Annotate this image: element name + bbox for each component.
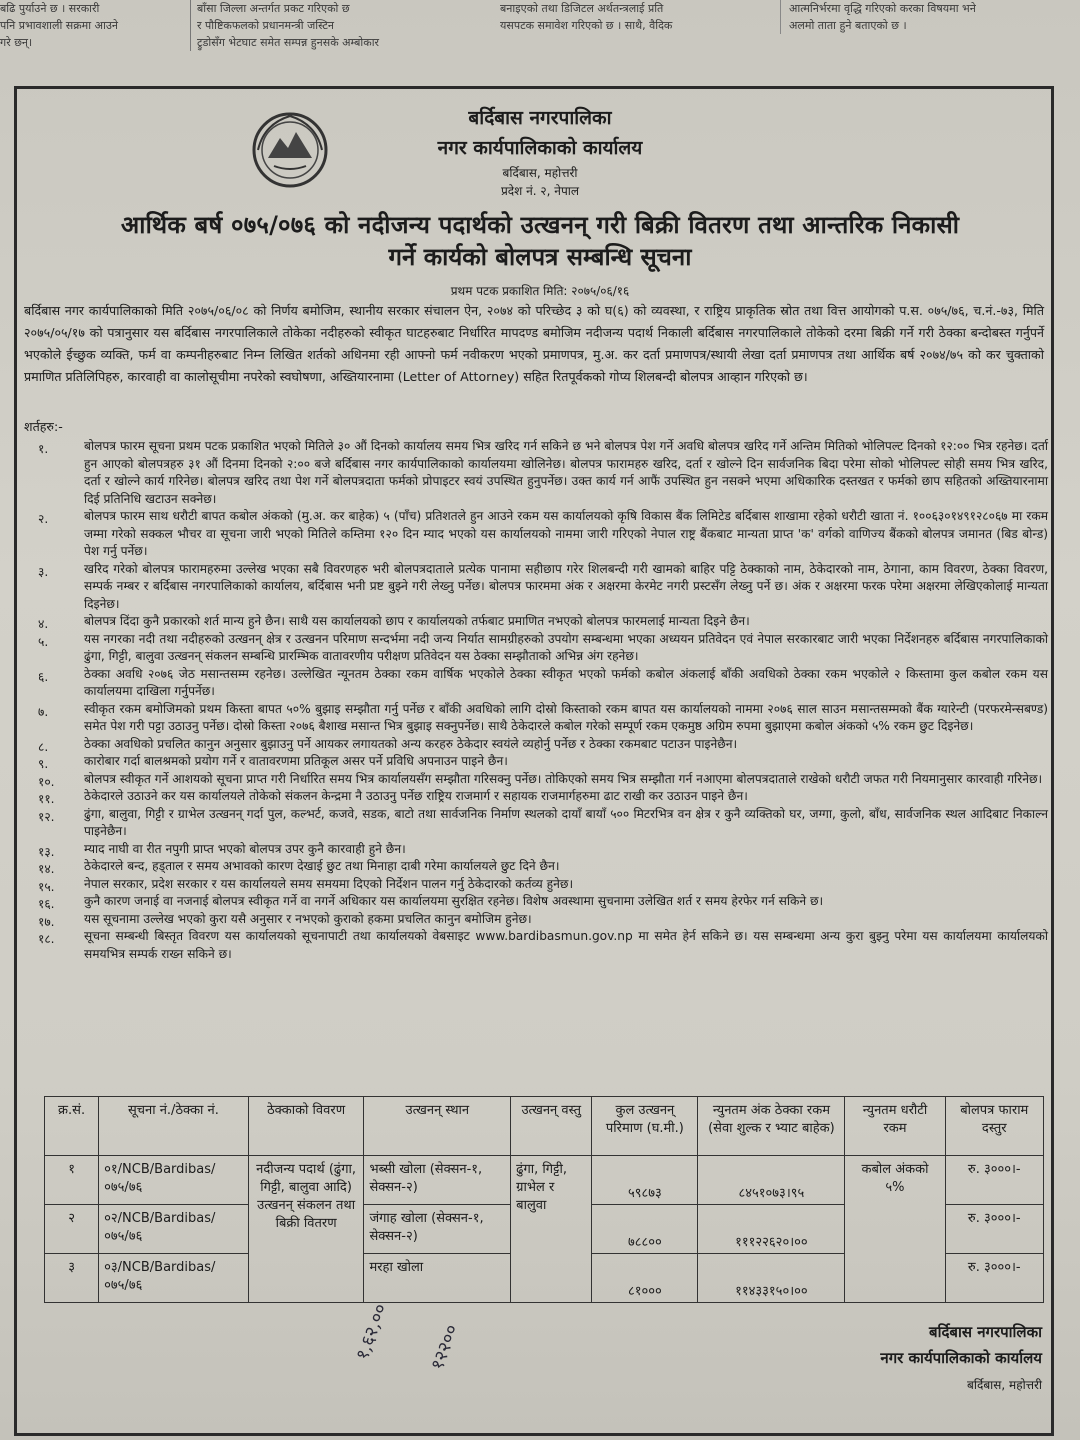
term-item xyxy=(24,788,1048,806)
term-text: म्याद नाघी वा रीत नपुगी प्राप्त भएको बोलपत्र उपर कुनै कारवाही हुने छैन। xyxy=(84,841,406,856)
col-header: कुल उत्खनन् परिमाण (घ.मी.) xyxy=(592,1097,698,1156)
cell-sn: १ xyxy=(45,1156,99,1205)
cell-fee: रु. ३०००।- xyxy=(945,1254,1043,1303)
terms-heading: शर्तहरु:- xyxy=(24,419,63,434)
term-item xyxy=(24,753,1048,771)
cell-site: मरहा खोला xyxy=(364,1254,511,1303)
col-header: क्र.सं. xyxy=(45,1097,99,1156)
notice-title-line2: गर्ने कार्यको बोलपत्र सम्बन्धि सूचना xyxy=(388,243,692,271)
cell-quantity: ५९८७३ xyxy=(592,1156,698,1205)
term-item xyxy=(24,911,1048,929)
col-header: न्युनतम अंक ठेक्का रकम (सेवा शुल्क र भ्याट बाहेक) xyxy=(698,1097,845,1156)
term-item xyxy=(24,736,1048,754)
intro-paragraph: बर्दिबास नगर कार्यपालिकाको मिति २०७५/०६/०८ को निर्णय बमोजिम, स्थानीय सरकार संचालन ऐन, २०७४ को परिच्छेद ३ को घ(६) को व्यवस्था, र राष्ट्रिय प्राकृतिक स्रोत तथा वित्त आयोगको प.स. ०७५/७६, च.नं.-७३, मिति २०७५/०५/१७ को पत्रानुसार यस बर्दिबास नगरपालिकाले तोकेका नदीहरुको स्वीकृत घाटहरुबाट निर्धारित मापदण्ड बमोजिम नदीजन्य पदार्थ निकाली बर्दिबास नगरपालिकाले तोकेको दरमा बिक्री गर्ने गरी ठेक्का बन्दोबस्त गर्नुपर्ने भएकोले ईच्छुक व्यक्ति, फर्म वा कम्पनीहरुबाट निम्न लिखित शर्तको अधिनमा रही आफ्नो फर्म नवीकरण भएको प्रमाणपत्र, मु.अ. कर दर्ता प्रमाणपत्र/स्थायी लेखा दर्ता प्रमाणपत्र तथा आर्थिक बर्ष २०७४/७५ को कर चुक्ताको प्रमाणित प्रतिलिपिहरु, कारवाही वा कालोसूचीमा नपरेको स्वघोषणा, अख्तियारनामा (Letter of Attorney) सहित रितपूर्वकको गोप्य शिलबन्दी बोलपत्र आव्हान गरिएको छ। xyxy=(24,303,1044,384)
term-item xyxy=(24,438,1048,508)
term-item xyxy=(24,701,1048,736)
office-name: नगर कार्यपालिकाको कार्यालय xyxy=(437,137,643,159)
cell-sn: २ xyxy=(45,1205,99,1254)
term-text: स्वीकृत रकम बमोजिमको प्रथम किस्ता बापत ५०% बुझाइ सम्झौता गर्नु पर्नेछ र बाँकी अवधिको लागि दोस्रो किस्ताको रकम बापत यस कार्यालयको नाममा २०७६ साल साउन मसान्तसम्मको बैंक ग्यारेन्टी (परफरमेन्सबण्ड) समेत पेश गरी पट्टा उठाउनु पर्नेछ। दोस्रो किस्ता २०७६ बैशाख मसान्त भित्र बुझाइ सक्नुपर्नेछ। साथै ठेकेदारले कबोल गरेको सम्पूर्ण रकम एकमुष्ठ अग्रिम रुपमा बुझाएमा कबोल अंकको ५% रकम छुट दिइनेछ। xyxy=(84,701,1048,733)
top-col3-line: यसपटक समावेश गरिएको छ । साथै, वैदिक xyxy=(500,19,673,32)
term-text: बोलपत्र दिंदा कुनै प्रकारको शर्त मान्य हुने छैन। साथै यस कार्यालयको छाप र कार्यालयको तर्फबाट प्रमाणित नभएको बोलपत्र फारमलाई मान्यता दिइने छैन। xyxy=(84,614,750,628)
term-number: ३. xyxy=(38,564,49,579)
term-text: नेपाल सरकार, प्रदेश सरकार र यस कार्यालयले समय समयमा दिएको निर्देशन पालन गर्नु ठेकेदारको कर्तव्य हुनेछ। xyxy=(84,876,574,891)
top-column-2 xyxy=(190,0,467,51)
cell-deposit: कबोल अंकको ५% xyxy=(845,1156,945,1303)
handwritten-note: १,६२,०० xyxy=(351,1300,392,1363)
term-number: १८. xyxy=(38,932,55,946)
top-col4-line: आत्मनिर्भरमा वृद्धि गरिएको करका विषयमा भने xyxy=(789,2,976,15)
cell-fee: रु. ३०००।- xyxy=(945,1205,1043,1254)
col-header: न्युनतम धरौटी रकम xyxy=(845,1097,945,1156)
term-text: सूचना सम्बन्धी बिस्तृत विवरण यस कार्यालयको सूचनापाटी तथा कार्यालयको वेबसाइट www.bardibasmun.gov.np मा समेत हेर्न सकिने छ। यस सम्बन्धमा अन्य कुरा बुझ्नु परेमा यस कार्यालयमा कार्यालयको समयभित्र सम्पर्क राख्न सकिने छ। xyxy=(84,929,1048,961)
term-item xyxy=(24,841,1048,859)
cell-fee: रु. ३०००।- xyxy=(945,1156,1043,1205)
term-text: कारोबार गर्दा बालश्रमको प्रयोग गर्ने र वातावरणमा प्रतिकूल असर पर्ने प्रविधि अपनाउन पाइने छैन। xyxy=(84,754,508,768)
notice-title-line1: आर्थिक बर्ष ०७५/०७६ को नदीजन्य पदार्थको उत्खनन् गरी बिक्री वितरण तथा आन्तरिक निकासी xyxy=(120,211,960,239)
term-item xyxy=(24,771,1048,789)
term-item xyxy=(24,893,1048,911)
term-number: ६. xyxy=(38,669,49,684)
cell-amount: ८४५१०७३।९५ xyxy=(698,1156,845,1205)
term-number: १२. xyxy=(38,809,55,824)
col-header: ठेक्काको विवरण xyxy=(248,1097,364,1156)
cell-notice-no: ०२/NCB/Bardibas/०७५/७६ xyxy=(99,1205,249,1254)
top-column-3 xyxy=(500,0,760,34)
term-text: ठेक्का अवधिको प्रचलित कानुन अनुसार बुझाउनु पर्ने आयकर लगायतको अन्य करहरु ठेकेदार स्वयंले व्यहोर्नु पर्नेछ र ठेक्का रकमबाट पटाउन पाइनेछैन। xyxy=(84,736,738,751)
term-text: ढुंगा, बालुवा, गिट्टी र ग्राभेल उत्खनन् गर्दा पुल, कल्भर्ट, कजवे, सडक, बाटो तथा सार्वजनिक निर्माण स्थलको दायाँ बायाँ ५०० मिटरभित्र वन क्षेत्र र कुनै व्यक्तिको घर, जग्गा, कुलो, बाँध, सार्वजनिक स्थल आदिबाट निकाल्न पाइनेछैन। xyxy=(84,806,1048,838)
term-item xyxy=(24,858,1048,876)
cell-notice-no: ०१/NCB/Bardibas/०७५/७६ xyxy=(99,1156,249,1205)
signature-place: बर्दिबास, महोत्तरी xyxy=(967,1378,1042,1392)
term-item xyxy=(24,508,1048,561)
tender-table xyxy=(44,1096,1044,1303)
cell-site: जंगाह खोला (सेक्सन-१, सेक्सन-२) xyxy=(364,1205,511,1254)
org-name: बर्दिबास नगरपालिका xyxy=(468,107,612,129)
term-number: ११. xyxy=(38,792,55,806)
term-number: ८. xyxy=(38,739,49,754)
term-number: १५. xyxy=(38,879,55,894)
top-col2-line: ट्रुडोसँग भेटघाट समेत सम्पन्न हुनसके अम्बोकार xyxy=(197,36,380,49)
term-number: ७. xyxy=(38,704,49,719)
cell-amount: ११४३३१५०।०० xyxy=(698,1254,845,1303)
province: प्रदेश नं. २, नेपाल xyxy=(500,184,580,198)
term-number: ४. xyxy=(38,617,49,631)
top-column-1 xyxy=(0,0,170,51)
handwritten-note: १२२०० xyxy=(426,1321,463,1373)
top-col1-line: गरे छन्। xyxy=(0,36,33,49)
term-number: १७. xyxy=(38,914,55,929)
term-text: यस सूचनामा उल्लेख भएको कुरा यसै अनुसार र नभएको कुराको हकमा प्रचलित कानुन बमोजिम हुनेछ। xyxy=(84,911,532,926)
cell-description: नदीजन्य पदार्थ (ढुंगा, गिट्टी, बालुवा आदि) उत्खनन् संकलन तथा बिक्री वितरण xyxy=(248,1156,364,1303)
term-number: १३. xyxy=(38,844,55,859)
term-number: १०. xyxy=(38,774,55,789)
term-text: ठेक्का अवधि २०७६ जेठ मसान्तसम्म रहनेछ। उल्लेखित न्यूनतम ठेक्का रकम वार्षिक भएकोले ठेक्का स्वीकृत भएको फर्मको कबोल अंकलाई बाँकी अवधिको ठेक्का रकम भएकोले २ किस्तामा कुल कबोल रकम यस कार्यालयमा दाखिला गर्नुपर्नेछ। xyxy=(84,666,1048,698)
term-item xyxy=(24,876,1048,894)
term-item xyxy=(24,561,1048,614)
table-header-row xyxy=(45,1097,1044,1156)
term-number: २. xyxy=(38,512,49,526)
col-header: बोलपत्र फाराम दस्तुर xyxy=(945,1097,1043,1156)
cell-sn: ३ xyxy=(45,1254,99,1303)
terms-list xyxy=(24,438,1048,963)
term-item xyxy=(24,613,1048,631)
top-col4-line: अलमो ताता हुने बताएको छ । xyxy=(789,19,907,32)
table-row xyxy=(45,1156,1044,1205)
top-col2-line: र पौष्टिकफलको प्रधानमन्त्री जस्टिन xyxy=(197,19,335,32)
top-col1-line: पनि प्रभावशाली सक्रमा आउने xyxy=(0,19,118,32)
term-number: १६. xyxy=(38,897,55,911)
cell-quantity: ७८८०० xyxy=(592,1205,698,1254)
term-number: ५. xyxy=(38,634,49,649)
col-header: उत्खनन् वस्तु xyxy=(511,1097,592,1156)
cell-material: ढुंगा, गिट्टी, ग्राभेल र बालुवा xyxy=(511,1156,592,1303)
signature-office: नगर कार्यपालिकाको कार्यालय xyxy=(880,1349,1042,1367)
term-text: कुनै कारण जनाई वा नजनाई बोलपत्र स्वीकृत गर्ने वा नगर्ने अधिकार यस कार्यालयमा सुरक्षित रहनेछ। विशेष अवस्थामा सुचनामा उलेखित शर्त र समय हेरफेर गर्न सकिने छ। xyxy=(84,894,824,908)
term-number: ९. xyxy=(38,757,49,771)
term-text: ठेकेदारले उठाउने कर यस कार्यालयले तोकेको संकलन केन्द्रमा नै उठाउनु पर्नेछ राष्ट्रिय राजमार्ग र सहायक राजमार्गहरुमा ढाट राखी कर उठाउन पाइने छैन। xyxy=(84,789,748,803)
signature-org: बर्दिबास नगरपालिका xyxy=(929,1323,1042,1341)
top-col2-line: बाँसा जिल्ला अन्तर्गत प्रकट गरिएको छ xyxy=(197,2,350,15)
cell-amount: १११२२६२०।०० xyxy=(698,1205,845,1254)
term-number: १. xyxy=(38,442,49,456)
cell-quantity: ८१००० xyxy=(592,1254,698,1303)
top-col3-line: बनाइएको तथा डिजिटल अर्थतन्त्रलाई प्रति xyxy=(500,2,664,15)
col-header: सूचना नं./ठेक्का नं. xyxy=(99,1097,249,1156)
term-text: बोलपत्र स्वीकृत गर्ने आशयको सूचना प्राप्त गरी निर्धारित समय भित्र कार्यालयसँग सम्झौता गरिसक्नु पर्नेछ। तोकिएको समय भित्र सम्झौता गर्न नआएमा बोलपत्रदाताले राखेको धरौटी जफत गरी नियमानुसार कारवाही गरिनेछ। xyxy=(84,771,1043,786)
cell-notice-no: ०३/NCB/Bardibas/०७५/७६ xyxy=(99,1254,249,1303)
cell-site: भब्सी खोला (सेक्सन-१, सेक्सन-२) xyxy=(364,1156,511,1205)
term-text: बोलपत्र फारम साथ धरौटी बापत कबोल अंकको (मु.अ. कर बाहेक) ५ (पाँच) प्रतिशतले हुन आउने रकम यस कार्यालयको कृषि विकास बैंक लिमिटेड बर्दिबास शाखामा रहेको धरौटी खाता नं. १००६३०१४९१२८०६७ मा रकम जम्मा गरेको सक्कल भौचर वा सूचना जारी भएको मितिले कम्तिमा १२० दिन म्याद भएको यस कार्यालयको नाममा जारी गरिएको नेपाल राष्ट्र बैंकबाट मान्यता प्राप्त 'क' वर्गको वाणिज्य बैंकको बोलपत्र जमानत (बिड बोन्ड) पेश गर्नु पर्नेछ। xyxy=(84,509,1048,558)
newspaper-top-strip xyxy=(0,0,1080,82)
top-column-4 xyxy=(780,0,1080,34)
col-header: उत्खनन् स्थान xyxy=(364,1097,511,1156)
term-text: ठेकेदारले बन्द, हड्ताल र समय अभावको कारण देखाई छुट तथा मिनाहा दाबी गरेमा कार्यालयले छुट दिने छैन। xyxy=(84,859,560,873)
top-col1-line: बढि पुर्याउने छ । सरकारी xyxy=(0,2,100,15)
term-text: बोलपत्र फारम सूचना प्रथम पटक प्रकाशित भएको मितिले ३० औं दिनको कार्यालय समय भित्र खरिद गर्न सकिने छ भने बोलपत्र पेश गर्ने अवधि बोलपत्र खरिद गर्ने अन्तिम मितिको भोलिपल्ट दिनको १२:०० भित्र रहनेछ। दर्ता हुन आएको बोलपत्रहरु ३१ औं दिनमा दिनको २:०० बजे बर्दिबास नगर कार्यपालिकाको कार्यालयमा खोलिनेछ। बोलपत्र फारामहरु खरिद, दर्ता र खोल्ने दिन सार्वजनिक बिदा परेमा सोको भोलिपल्ट सोही समय भित्र खरिद, दर्ता र खोल्ने कार्य गरिनेछ। बोलपत्र खरिद तथा पेश गर्ने बोलपत्रदाता फर्मको प्रोपाइटर स्वयं उपस्थित हुनुपर्नेछ। उक्त कार्य गर्न आफैं उपस्थित हुन नसक्ने भएमा अधिकारिक दस्तखत र फर्मको छाप सहितको अख्तियारनामा दिई प्रतिनिधि खटाउन सक्नेछ। xyxy=(84,439,1048,506)
term-number: १४. xyxy=(38,862,55,876)
publication-date: प्रथम पटक प्रकाशित मिति: २०७५/०६/१६ xyxy=(450,284,630,298)
term-text: खरिद गरेको बोलपत्र फारामहरुमा उल्लेख भएका सबै विवरणहरु भरी बोलपत्रदाताले प्रत्येक पानामा सहीछाप गरेर शिलबन्दी गरी खामको बाहिर पट्टि ठेक्काको नाम, ठेकेदारको नाम, ठेगाना, काम विवरण, ठेक्का विवरण, सम्पर्क नम्बर र बर्दिबास नगरपालिकाको कार्यालय, बर्दिबास भनी प्रष्ट बुझ्ने गरी लेख्नु पर्नेछ। बोलपत्र फारममा अंक र अक्षरमा केरमेट नगरी प्रस्टसँग लेख्नु पर्ने छ। अंक र अक्षरमा फरक परेमा अक्षरमा लेखिएकोलाई मान्यता दिइनेछ। xyxy=(84,561,1048,611)
term-item xyxy=(24,928,1048,963)
term-item xyxy=(24,631,1048,666)
term-item xyxy=(24,806,1048,841)
term-item xyxy=(24,666,1048,701)
office-place: बर्दिबास, महोत्तरी xyxy=(502,166,578,180)
term-text: यस नगरका नदी तथा नदीहरुको उत्खनन् क्षेत्र र उत्खनन परिमाण सन्दर्भमा नदी जन्य निर्यात सामग्रीहरुको उपयोग सम्बन्धमा भएका अध्ययन प्रतिवेदन एवं नेपाल सरकारबाट जारी भएका निर्देशनहरु बर्दिबास नगरपालिकाको ढुंगा, गिट्टी, बालुवा उत्खनन् संकलन सम्बन्धि प्रारम्भिक वातावरणीय परीक्षण प्रतिवेदन यस ठेक्का सम्झौताको अभिन्न अंग रहनेछ। xyxy=(84,631,1048,663)
